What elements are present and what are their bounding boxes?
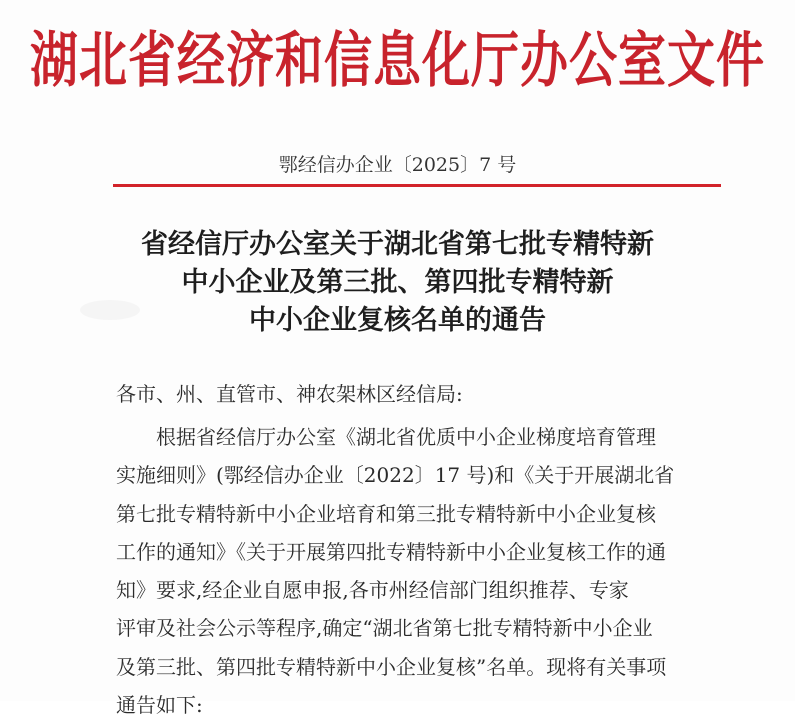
body-line: 通告如下: [116,693,203,718]
document-number: 鄂经信办企业〔2025〕7 号 [278,154,517,176]
body-paragraph [116,418,716,724]
body-line: 根据省经信厅办公室《湖北省优质中小企业梯度培育管理 [156,425,656,449]
body-line: 工作的通知》《关于开展第四批专精特新中小企业复核工作的通 [116,539,666,564]
body-line: 实施细则》(鄂经信办企业〔2022〕17 号)和《关于开展湖北省 [116,463,675,488]
scan-smudge [80,300,140,320]
issuer-header: 湖北省经济和信息化厅办公室文件 [29,25,765,96]
body-line: 知》要求,经企业自愿申报,各市州经信部门组织推荐、专家 [116,578,629,603]
body-line: 及第三批、第四批专精特新中小企业复核”名单。现将有关事项 [116,654,667,679]
notice-title [0,226,795,340]
body-line: 第七批专精特新中小企业培育和第三批专精特新中小企业复核 [116,501,656,526]
notice-title-line: 中小企业及第三批、第四批专精特新 [181,267,614,298]
red-divider [113,184,721,187]
salutation: 各市、州、直管市、神农架林区经信局: [116,382,463,406]
notice-title-line: 中小企业复核名单的通告 [249,305,546,336]
body-line: 评审及社会公示等程序,确定“湖北省第七批专精特新中小企业 [116,616,653,641]
notice-title-line: 省经信厅办公室关于湖北省第七批专精特新 [141,229,654,260]
